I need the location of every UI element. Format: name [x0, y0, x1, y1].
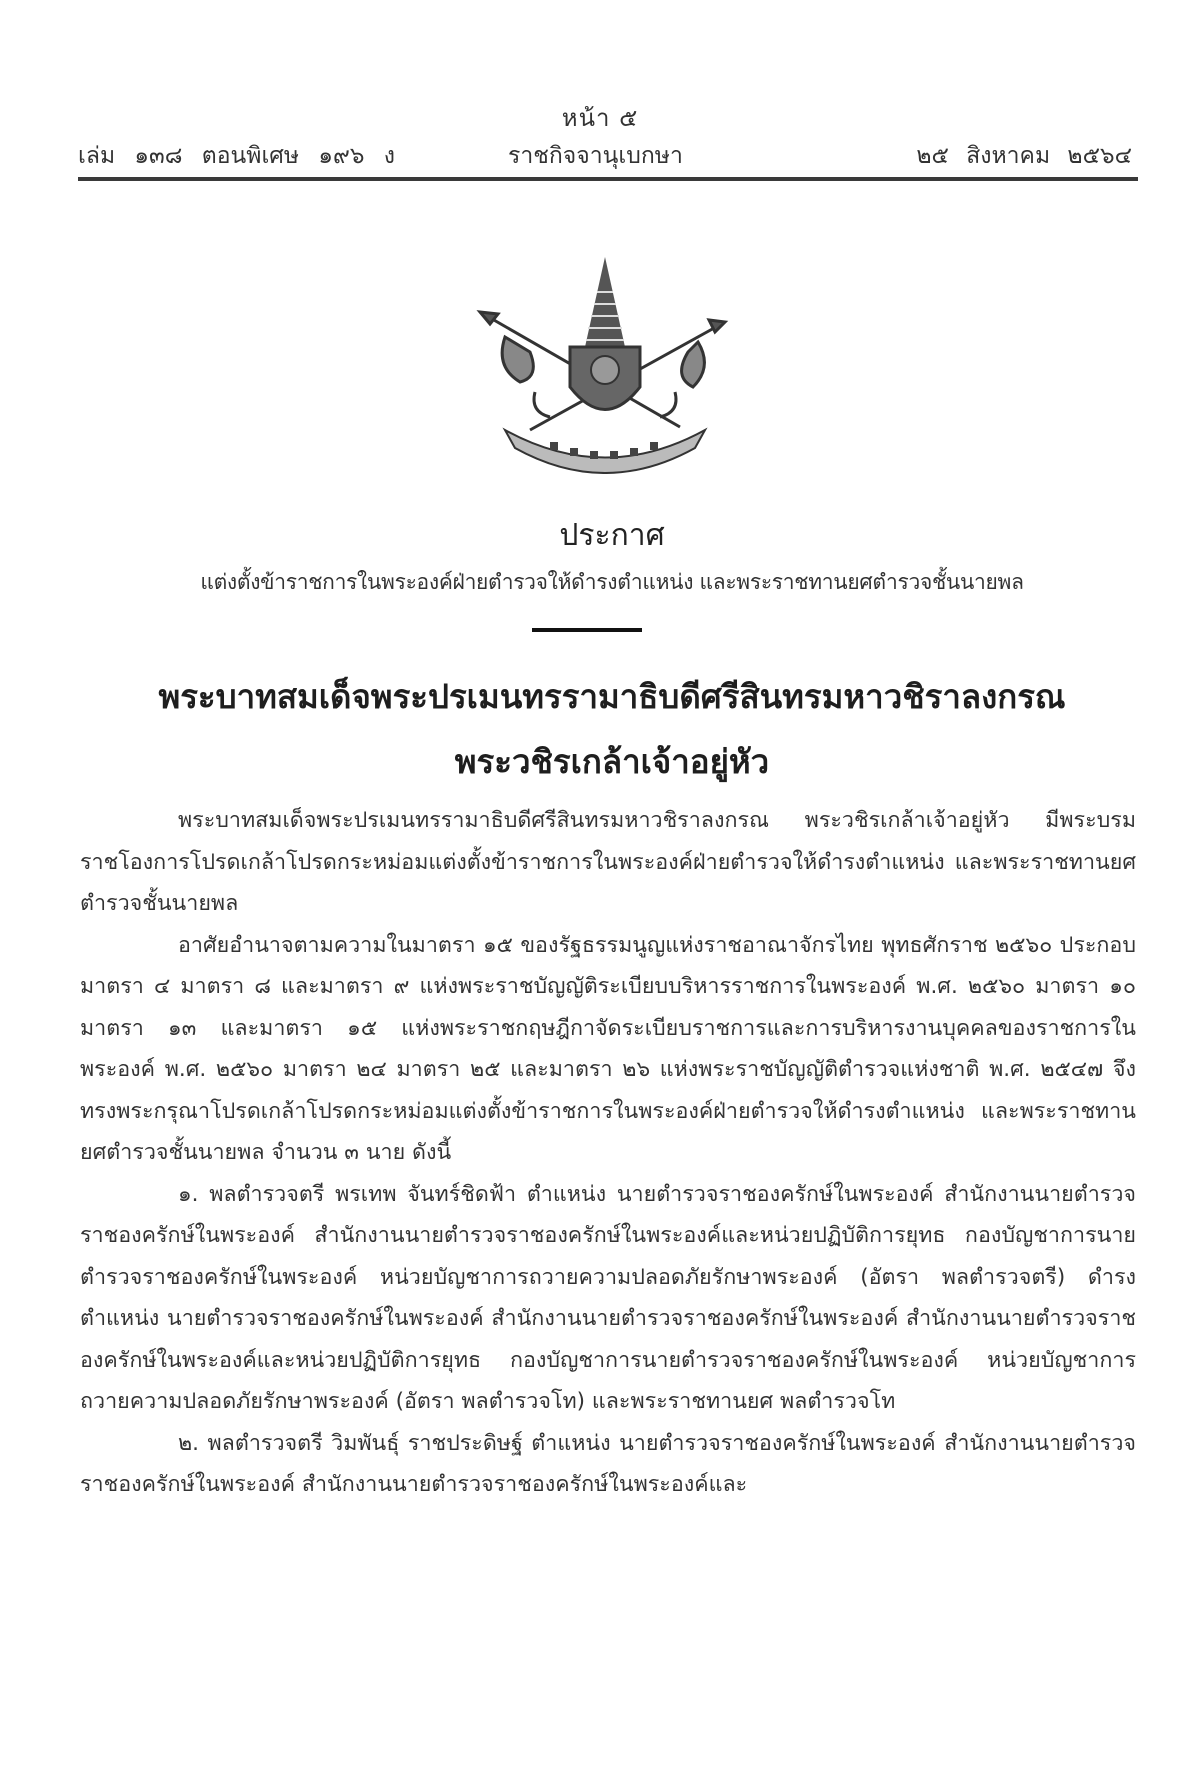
announcement-body	[80, 800, 1136, 1506]
publication-date: ๒๕ สิงหาคม ๒๕๖๔	[916, 143, 1132, 169]
paragraph-preamble: พระบาทสมเด็จพระปรเมนทรรามาธิบดีศรีสินทรมหาวชิราลงกรณ พระวชิรเกล้าเจ้าอยู่หัว มีพระบรมราชโองการโปรดเกล้าโปรดกระหม่อมแต่งตั้งข้าราชการในพระองค์ฝ่ายตำรวจให้ดำรงตำแหน่ง และพระราชทานยศตำรวจชั้นนายพล	[80, 808, 1136, 916]
paragraph-appointee-1: ๑. พลตำรวจตรี พรเทพ จันทร์ชิดฟ้า ตำแหน่ง นายตำรวจราชองครักษ์ในพระองค์ สำนักงานนายตำรวจราชองครักษ์ในพระองค์ สำนักงานนายตำรวจราชองครักษ์ในพระองค์และหน่วยปฏิบัติการยุทธ กองบัญชาการนายตำรวจราชองครักษ์ในพระองค์ หน่วยบัญชาการถวายความปลอดภัยรักษาพระองค์ (อัตรา พลตำรวจตรี) ดำรงตำแหน่ง นายตำรวจราชองครักษ์ในพระองค์ สำนักงานนายตำรวจราชองครักษ์ในพระองค์ สำนักงานนายตำรวจราชองครักษ์ในพระองค์และหน่วยปฏิบัติการยุทธ กองบัญชาการนายตำรวจราชองครักษ์ในพระองค์ หน่วยบัญชาการถวายความปลอดภัยรักษาพระองค์ (อัตรา พลตำรวจโท) และพระราชทานยศ พลตำรวจโท	[80, 1181, 1136, 1414]
announcement-title: ประกาศ	[559, 518, 665, 553]
announcement-subtitle: แต่งตั้งข้าราชการในพระองค์ฝ่ายตำรวจให้ดำรงตำแหน่ง และพระราชทานยศตำรวจชั้นนายพล	[200, 570, 1024, 594]
page-number: หน้า ๕	[561, 104, 639, 132]
gazette-header	[78, 138, 1138, 172]
king-name-line-2: พระวชิรเกล้าเจ้าอยู่หัว	[454, 742, 770, 781]
header-rule	[78, 177, 1138, 181]
title-divider	[532, 628, 642, 632]
publication-name: ราชกิจจานุเบกษา	[508, 143, 683, 169]
paragraph-legal-basis: อาศัยอำนาจตามความในมาตรา ๑๕ ของรัฐธรรมนูญแห่งราชอาณาจักรไทย พุทธศักราช ๒๕๖๐ ประกอบมาตรา ๔ มาตรา ๘ และมาตรา ๙ แห่งพระราชบัญญัติระเบียบบริหารราชการในพระองค์ พ.ศ. ๒๕๖๐ มาตรา ๑๐ มาตรา ๑๓ และมาตรา ๑๕ แห่งพระราชกฤษฎีกาจัดระเบียบราชการและการบริหารงานบุคคลของราชการในพระองค์ พ.ศ. ๒๕๖๐ มาตรา ๒๔ มาตรา ๒๕ และมาตรา ๒๖ แห่งพระราชบัญญัติตำรวจแห่งชาติ พ.ศ. ๒๕๔๗ จึงทรงพระกรุณาโปรดเกล้าโปรดกระหม่อมแต่งตั้งข้าราชการในพระองค์ฝ่ายตำรวจให้ดำรงตำแหน่ง และพระราชทานยศตำรวจชั้นนายพล จำนวน ๓ นาย ดังนี้	[80, 932, 1136, 1165]
king-name-line-1: พระบาทสมเด็จพระปรเมนทรรามาธิบดีศรีสินทรมหาวชิราลงกรณ	[158, 677, 1066, 716]
paragraph-appointee-2: ๒. พลตำรวจตรี วิมพันธุ์ ราชประดิษฐ์ ตำแหน่ง นายตำรวจราชองครักษ์ในพระองค์ สำนักงานนายตำรวจราชองครักษ์ในพระองค์ สำนักงานนายตำรวจราชองครักษ์ในพระองค์และ	[80, 1430, 1136, 1497]
thai-royal-garuda-crown-emblem-icon	[470, 252, 740, 474]
volume-issue: เล่ม ๑๓๘ ตอนพิเศษ ๑๙๖ ง	[78, 143, 395, 169]
